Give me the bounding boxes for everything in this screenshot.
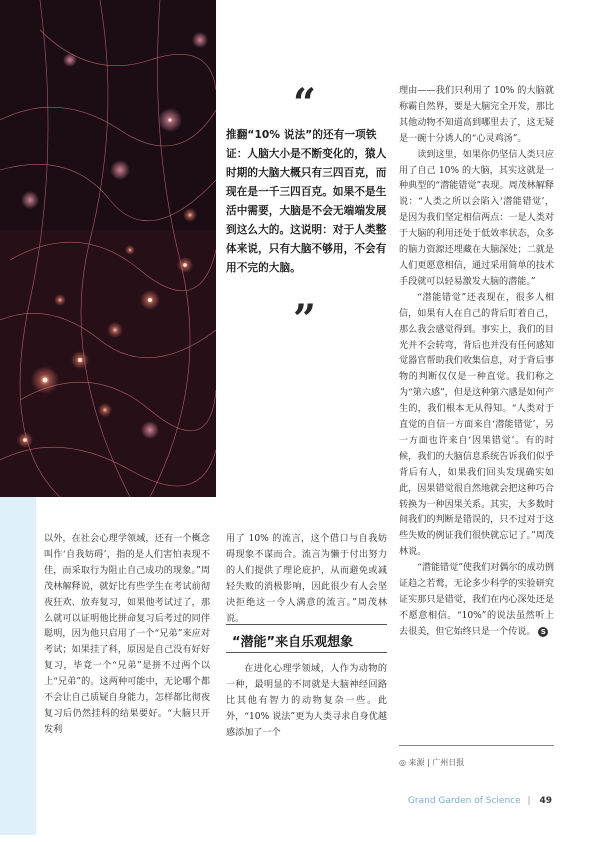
source-credit: ◎ 来源 | 广州日报 — [399, 758, 465, 767]
paragraph: 以外，在社会心理学领域，还有一个概念叫作‘自我妨碍’，指的是人们害怕表现不佳，而采取行为阻止自己成功的现象。”周茂林解释说，就好比有些学生在考试前彻夜狂欢、放弃复习，如果他考试过了，那么就可以证明他比拼命复习后考过的同伴聪明，因为他只启用了一个“兄弟”来应对考试；如果挂了科，原因是自己没有好好复习，毕竟一个“兄弟”是拼不过两个以上“兄弟”的。这两种可能中，无论哪个都不会让自己质疑自身能力，怎样都比彻夜复习后仍然挂科的结果要好。“大脑只开发利 — [44, 534, 210, 735]
paragraph: 理由——我们只利用了 10% 的大脑就称霸自然界，要是大脑完全开发，那比其他动物不知道高到哪里去了，这无疑是一碗十分诱人的“心灵鸡汤”。 — [399, 86, 554, 144]
magazine-name: Grand Garden of Science — [407, 796, 521, 806]
body-column-1 — [44, 532, 210, 739]
open-quote-mark: “ — [293, 80, 317, 127]
pull-quote: 推翻“10% 说法”的还有一项铁证：人脑大小是不断变化的，猿人时期的大脑大概只有三四百克，而现在是一千三四百克。如果不是生活中需要，大脑是不会无端端发展到这么大的。这说明：对于人类整体来说，只有大脑不够用，不会有用不完的大脑。 — [226, 129, 387, 274]
close-quote-mark: ” — [293, 296, 317, 343]
paragraph-text: “潜能错觉”使我们对偶尔的成功例证趋之若鹜，无论多少科学的实验研究证实那只是错觉，我们在内心深处还是不愿意相信。“10%”的说法虽然听上去很美，但它始终只是一个传说。 — [399, 563, 554, 637]
page-number: 49 — [539, 796, 552, 806]
page-footer — [408, 796, 552, 806]
paragraph — [399, 561, 554, 641]
section-heading: “潜能”来自乐观想象 — [232, 635, 354, 650]
paragraph: 读到这里，如果你仍坚信人类只应用了自己 10% 的大脑，其实这就是一种典型的“潜能错觉”表现。周茂林解释说：“人类之所以会陷入‘潜能错觉’，是因为我们坚定相信两点：一是人类对于大脑的利用还处于低效率状态，众多的脑力资源还埋藏在大脑深处；二就是人们更愿意相信，通过采用简单的技术手段就可以轻易激发大脑的潜能。” — [399, 149, 554, 287]
paragraph: 在进化心理学领域，人作为动物的一种，最明显的不同就是大脑神经回路比其他有智力的动物复杂一些。此外，“10% 说法”更为人类寻求自身优越感添加了一个 — [226, 664, 387, 738]
neuron-network-image — [0, 0, 216, 497]
end-mark-icon: S — [538, 627, 548, 637]
margin-color-strip — [0, 497, 36, 835]
body-column-3 — [399, 84, 554, 641]
body-column-2-continued — [226, 662, 387, 742]
section-rule-top — [226, 624, 387, 625]
footer-separator: | — [527, 796, 531, 806]
body-column-2 — [226, 532, 387, 627]
brain-neurons-photo — [0, 0, 216, 497]
paragraph: “潜能错觉”还表现在，很多人相信，如果有人在自己的背后盯着自己，那么我会感觉得到。事实上，我们的目光并不会转弯，背后也并没有任何感知觉器官帮助我们收集信息，对于背后事物的判断仅仅是一种直觉。我们称之为“第六感”，但是这种第六感是如何产生的，我们根本无从得知。“人类对于直觉的自信一方面来自‘潜能错觉’，另一方面也许来自‘因果错觉’。有的时候，我们的大脑信息系统告诉我们似乎背后有人，如果我们回头发现确实如此，因果错觉很自然地就会把这种巧合转换为一种因果关系。其实，大多数时间我们的判断是错误的，只不过对于这些失败的例证我们很快就忘记了。”周茂林说。 — [399, 292, 554, 558]
paragraph: 用了 10% 的流言，这个借口与自我妨碍现象不谋而合。流言为懒于付出努力的人们提供了理论庇护，从而避免或减轻失败的消极影响，因此很少有人会坚决拒绝这一令人满意的流言。”周茂林说。 — [226, 534, 387, 624]
section-rule-bottom — [226, 652, 387, 653]
source-rule — [399, 745, 554, 746]
